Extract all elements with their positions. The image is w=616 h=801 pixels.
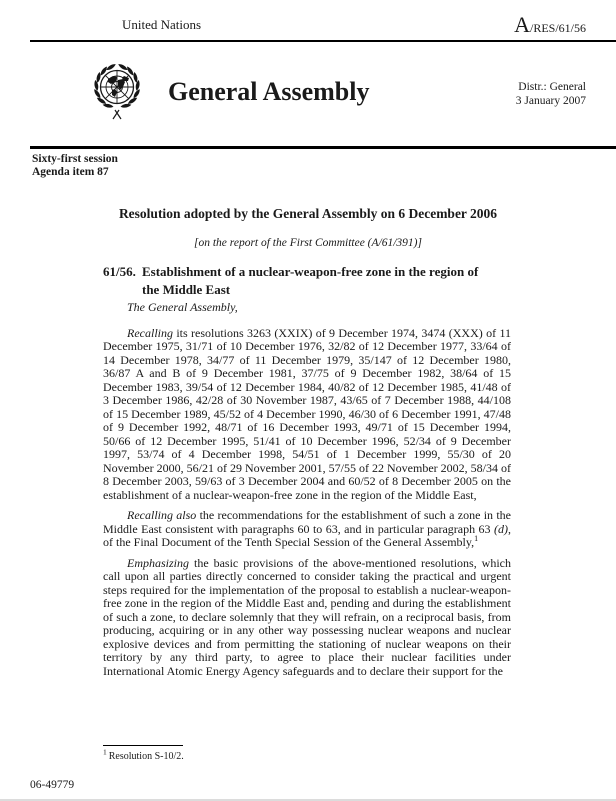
paragraph-text: , of the Final Document of the Tenth Special Session of the General Assembly, (103, 521, 511, 549)
footnote-number: 1 (103, 747, 107, 757)
lead-word: Recalling (127, 325, 173, 340)
resolution-heading (103, 263, 503, 298)
assembly-title: General Assembly (168, 77, 370, 106)
preamble-emphasizing (103, 557, 511, 679)
paragraph-text: its resolutions 3263 (XXIX) of 9 December 1974, 3474 (XXX) of 11 December 1975, 31/71 of 10 December 1976, 32/82 of 12 December 1977, 33/64 of 14 December 1978, 34/77 of 11 December 1979, 35/147 of 12 December 1980, 36/87 A and B of 9 December 1981, 37/75 of 9 December 1982, 38/64 of 15 December 1983, 39/54 of 12 December 1984, 40/82 of 12 December 1985, 41/48 of 3 December 1986, 42/28 of 30 November 1987, 43/65 of 7 December 1988, 44/108 of 15 December 1989, 45/52 of 4 December 1990, 46/30 of 6 December 1991, 47/48 of 9 December 1992, 48/71 of 16 December 1993, 49/71 of 15 December 1994, 50/66 of 12 December 1995, 51/41 of 10 December 1996, 52/34 of 9 December 1997, 53/74 of 4 December 1998, 54/51 of 1 December 1999, 55/30 of 20 November 2000, 56/21 of 29 November 2001, 57/55 of 22 November 2002, 58/34 of 8 December 2003, 59/63 of 3 December 2004 and 60/52 of 8 December 2005 on the establishment of a nuclear-weapon-free zone in the region of the Middle East, (103, 325, 511, 502)
un-emblem-icon (88, 57, 146, 121)
footnote-text: Resolution S-10/2. (108, 751, 184, 762)
footnote (103, 747, 184, 762)
adoption-title: Resolution adopted by the General Assembly on 6 December 2006 (118, 206, 498, 221)
distribution-block (516, 80, 586, 108)
footnote-reference: 1 (474, 534, 479, 543)
resolution-number: 61/56. (103, 264, 136, 279)
paragraph-text: the recommendations for the establishment of such a zone in the Middle East consistent with paragraphs 60 to 63, and in particular paragraph 63 (103, 508, 511, 536)
doc-symbol-letter: A (514, 12, 530, 37)
preamble-recalling (103, 327, 511, 503)
distribution-line: Distr.: General (518, 81, 586, 93)
doc-symbol (514, 12, 586, 38)
resolution-title: Establishment of a nuclear-weapon-free zone in the region of the Middle East (142, 264, 479, 297)
lead-word: Emphasizing (127, 555, 190, 570)
resolution-body (103, 301, 511, 685)
report-reference: [on the report of the First Committee (A/61/391)] (194, 237, 422, 249)
paragraph-text: the basic provisions of the above-mentioned resolutions, which call upon all parties directly concerned to consider taking the practical and urgent steps required for the implementation of the proposal to establish a nuclear-weapon-free zone in the region of the Middle East and, pending and during the establishment of such a zone, to declare solemnly that they will refrain, on a reciprocal basis, from producing, acquiring or in any other way possessing nuclear weapons and nuclear explosive devices and from permitting the stationing of nuclear weapons on their territory by any third party, to agree to place their nuclear facilities under International Atomic Energy Agency safeguards and to declare their support for the (103, 555, 511, 678)
footnote-separator (103, 745, 183, 746)
lead-word: Recalling also (127, 508, 197, 522)
date-line: 3 January 2007 (515, 95, 586, 107)
header-rule-bottom (30, 146, 616, 149)
header-rule-top (30, 40, 616, 42)
agenda-item: Agenda item 87 (32, 166, 109, 178)
doc-symbol-number: /RES/61/56 (529, 21, 586, 35)
session-title: Sixty-first session (32, 153, 118, 165)
session-block (32, 153, 118, 179)
preamble-recalling-also (103, 509, 511, 550)
emphasized-text: (d) (494, 521, 508, 536)
preamble-opening: The General Assembly, (127, 300, 238, 314)
document-number: 06-49779 (30, 779, 75, 791)
org-name: United Nations (122, 17, 202, 32)
